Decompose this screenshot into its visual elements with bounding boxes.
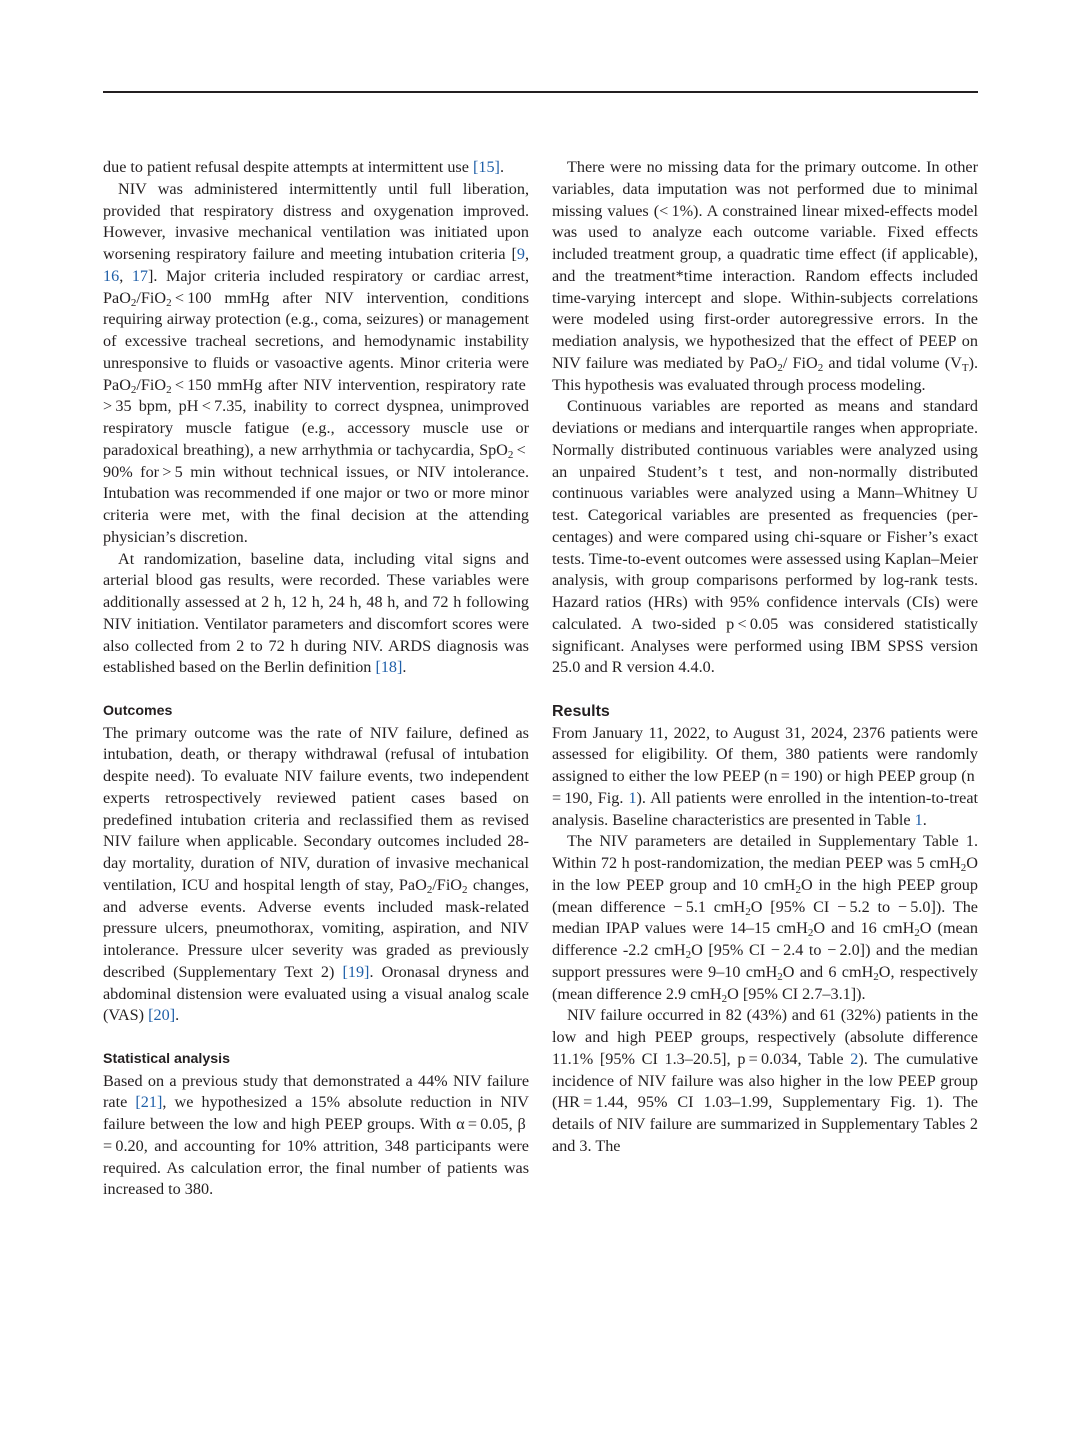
citation-link[interactable]: 16 <box>103 266 120 285</box>
paragraph: NIV was administered intermittently until full liberation, provided that respiratory distress and oxygenation improved. However, invasive mechanical ventilation was initiated upon worsening respiratory failure and meeting intubation criteria [9, 16, 17]. Major criteria included respiratory or cardiac arrest, PaO$_2$/FiO$_2$ < 100 mmHg after NIV intervention, conditions requiring airway protection (e.g., coma, seizures) or management of excessive tracheal secretions, and hemodynamic instability unresponsive to fluids or vasoactive agents. Minor criteria were PaO$_2$/FiO$_2$ < 150 mmHg after NIV intervention, respiratory rate > 35 bpm, pH < 7.35, inability to correct dyspnea, unimproved respiratory muscle fatigue (e.g., accessory muscle use or paradoxical breathing), a new arrhythmia or tachycardia, SpO$_2$ < 90% for > 5 min without technical issues, or NIV intolerance. Intubation was recommended if one major or two or more minor criteria were met, with the final decision at the attending physician’s discretion. <box>103 179 529 546</box>
header-rule <box>103 91 978 93</box>
table-link[interactable]: 2 <box>850 1049 859 1068</box>
citation-link[interactable]: [15] <box>472 158 500 176</box>
paragraph: NIV failure occurred in 82 (43%) and 61 (32%) patients in the low and high PEEP groups, respectively (absolute difference 11.1% [95% CI 1.3–20.5], p = 0.034, Table 2). The cumulative incidence of NIV failure was also higher in the low PEEP group (HR = 1.44, 95% CI 1.03–1.99, Supplementary Fig. 1). The details of NIV failure are summarized in Supplementary Tables 2 and 3. The <box>552 1006 978 1155</box>
paragraph: At randomization, baseline data, including vital signs and arterial blood gas results, were recorded. These variables were additionally assessed at 2 h, 12 h, 24 h, 48 h, and 72 h following NIV initiation. Ventilator parameters and discomfort scores were also collected from 2 to 72 h during NIV. ARDS diagnosis was established based on the Berlin definition [18]. <box>103 549 529 677</box>
right-column <box>552 157 978 1158</box>
paragraph: Based on a previous study that demonstrated a 44% NIV failure rate [21], we hypothesized a 15% absolute reduction in NIV failure between the low and high PEEP groups. With α = 0.05, β = 0.20, and accounting for 10% attrition, 348 participants were required. As calculation error, the final number of patients was increased to 380. <box>103 1071 529 1199</box>
citation-link[interactable]: 17 <box>131 266 149 285</box>
citation-link[interactable]: [20] <box>148 1006 176 1025</box>
section-heading-statistical-analysis: Statistical analysis <box>103 1050 230 1067</box>
citation-link[interactable]: [18] <box>375 658 403 677</box>
paragraph: From January 11, 2022, to August 31, 2024, 2376 patients were assessed for eligibility. Of them, 380 patients were randomly assigned to either the low PEEP (n = 190) or high PEEP group (n = 190, Fig. 1). All patients were enrolled in the intention-to-treat analysis. Baseline characteristics are presented in Table 1. <box>552 723 979 829</box>
left-column <box>103 157 529 1201</box>
section-heading-results: Results <box>552 702 610 720</box>
paragraph: Continuous variables are reported as means and standard deviations or medians and interquartile ranges when appropriate. Normally distributed continuous variables were analyzed using an unpaired Student’s t test, and non-normally distributed continuous variables were analyzed using a Mann–Whitney U test. Categorical variables are presented as frequencies (percentages) and were compared using chi-square or Fisher’s exact tests. Time-to-event outcomes were assessed using Kaplan–Meier analysis, with group comparisons performed by log-rank tests. Hazard ratios (HRs) with 95% confidence intervals (CIs) were calculated. A two-sided p < 0.05 was considered statistically significant. Analyses were performed using IBM SPSS version 25.0 and R version 4.4.0. <box>552 397 978 677</box>
paragraph: There were no missing data for the primary outcome. In other variables, data imputation was not performed due to minimal missing values (< 1%). A constrained linear mixed-effects model was used to analyze each outcome variable. Fixed effects included treatment group, a quadratic time effect (if applicable), and the treatment*time interaction. Random effects included time-varying intercept and slope. Within-subjects correlations were modeled using first-order autoregressive errors. In the mediation analysis, we hypothesized that the effect of PEEP on NIV failure was mediated by PaO$_2$/ FiO$_2$ and tidal volume $(V_T)$. This hypothesis was evaluated through process modeling. <box>552 158 978 394</box>
table-link[interactable]: 1 <box>914 810 923 829</box>
figure-link[interactable]: 1 <box>628 788 637 807</box>
paragraph: due to patient refusal despite attempts at intermittent use [15]. <box>103 158 504 176</box>
citation-link[interactable]: [21] <box>135 1093 163 1112</box>
citation-link[interactable]: [19] <box>342 962 370 981</box>
citation-link[interactable]: 9 <box>516 245 525 263</box>
paragraph: The primary outcome was the rate of NIV failure, defined as intubation, death, or therapy withdrawal (refusal of intubation despite need). To evaluate NIV failure events, two independent experts retrospectively reviewed patient cases based on predefined intubation criteria and reclassified them as revised NIV failure when applicable. Secondary outcomes included 28-day mortality, duration of NIV, duration of invasive mechanical ventilation, ICU and hospital length of stay, PaO$_2$/FiO$_2$ changes, and adverse events. Adverse events included mask-related pressure ulcers, pneumothorax, vomiting, aspiration, and NIV intolerance. Pressure ulcer severity was graded as previously described (Supplementary Text 2) [19]. Oronasal dryness and abdominal distension were evaluated using a visual analog scale (VAS) [20]. <box>103 723 530 1025</box>
section-heading-outcomes: Outcomes <box>103 702 173 719</box>
paragraph: The NIV parameters are detailed in Supplementary Table 1. Within 72 h post-randomization, the median PEEP was 5 cmH$_2$O in the low PEEP group and 10 cmH$_2$O in the high PEEP group (mean difference − 5.1 cmH$_2$O [95% CI − 5.2 to − 5.0]). The median IPAP values were 14–15 cmH$_2$O and 16 cmH$_2$O (mean difference -2.2 cmH$_2$O [95% CI − 2.4 to − 2.0]) and the median support pressures were 9–10 cmH$_2$O and 6 cmH$_2$O, respectively (mean difference 2.9 cmH$_2$O [95% CI 2.7–3.1]). <box>552 832 978 1005</box>
